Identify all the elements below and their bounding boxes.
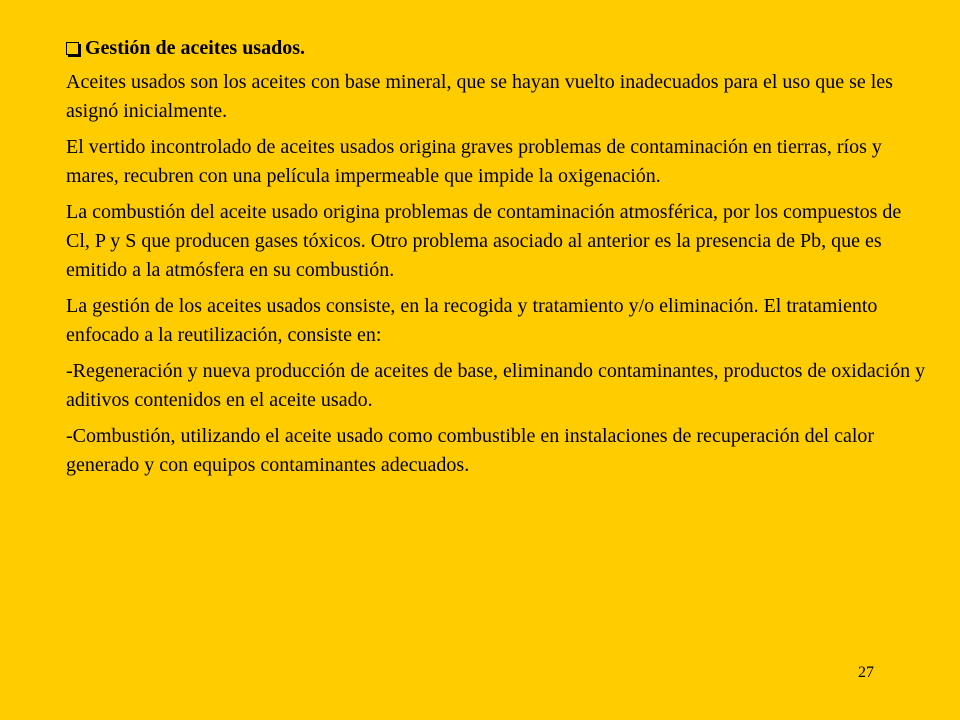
heading-text: Gestión de aceites usados. <box>85 37 305 59</box>
slide-content <box>66 34 926 487</box>
page-number: 27 <box>858 664 874 681</box>
paragraph-vertido: El vertido incontrolado de aceites usados origina graves problemas de contaminación en tierras, ríos y mares, recubren con una película impermeable que impide la oxigenación. <box>66 136 882 187</box>
checkbox-square-icon <box>66 42 79 55</box>
slide-heading <box>66 34 926 62</box>
paragraph-combustion-problems: La combustión del aceite usado origina problemas de contaminación atmosférica, por los compuestos de Cl, P y S que producen gases tóxicos. Otro problema asociado al anterior es la presencia de Pb, que es emitido a la atmósfera en su combustión. <box>66 201 902 281</box>
paragraph-definition: Aceites usados son los aceites con base mineral, que se hayan vuelto inadecuados para el uso que se les asignó inicialmente. <box>66 71 893 122</box>
paragraph-combustion-use: -Combustión, utilizando el aceite usado como combustible en instalaciones de recuperación del calor generado y con equipos contaminantes adecuados. <box>66 425 875 476</box>
paragraph-regeneracion: -Regeneración y nueva producción de aceites de base, eliminando contaminantes, productos de oxidación y aditivos contenidos en el aceite usado. <box>66 360 926 411</box>
paragraph-gestion: La gestión de los aceites usados consiste, en la recogida y tratamiento y/o eliminación. El tratamiento enfocado a la reutilización, consiste en: <box>66 295 878 346</box>
